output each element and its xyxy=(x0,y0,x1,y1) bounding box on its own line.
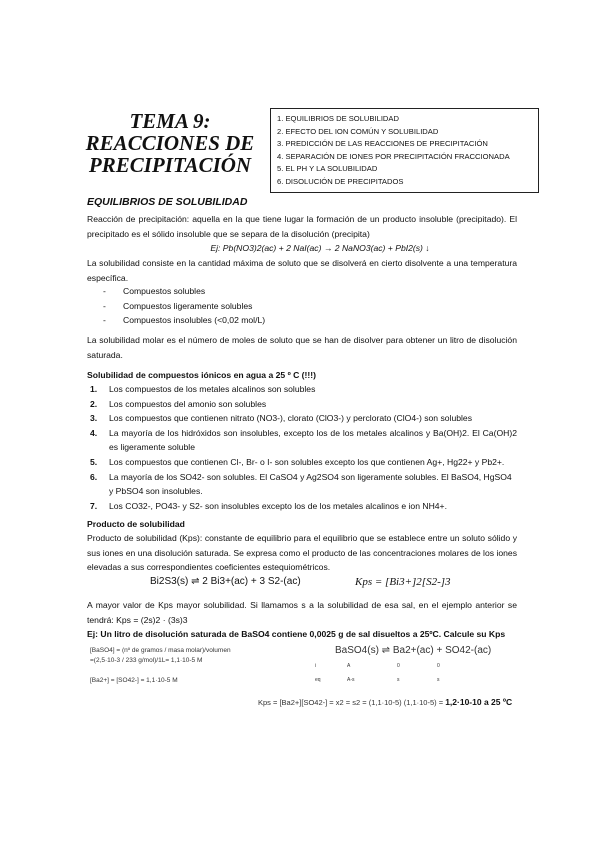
ice-row-label: eq xyxy=(315,677,321,683)
list-text: Los compuestos que contienen Cl-, Br- o I- son solubles excepto los que contienen Ag+, Hg22+ y Pb2+. xyxy=(109,456,505,467)
ksp-expression: Kps = [Bi3+]2[S2-]3 xyxy=(355,576,451,588)
title-line: REACCIONES DE xyxy=(85,131,255,155)
solubility-definition: La solubilidad consiste en la cantidad máxima de soluto que se disolverá en cierto disolvente a una temperatura específica. xyxy=(87,258,517,283)
result-value: 1,2·10-10 a 25 ºC xyxy=(445,697,513,707)
ksp-relation: A mayor valor de Kps mayor solubilidad. Si llamamos s a la solubilidad de esa sal, en el ejemplo anterior se tendrá: Kps = (2s)2 · (3s)3 xyxy=(87,600,517,625)
list-text: Los compuestos del amonio son solubles xyxy=(109,398,267,409)
list-item xyxy=(90,397,517,412)
page-title xyxy=(80,110,260,176)
result-expression: Kps = [Ba2+][SO42-] = x2 = s2 = (1,1·10-5) (1,1·10-5) = xyxy=(258,698,444,707)
table-of-contents xyxy=(270,108,539,193)
list-item: - Compuestos solubles xyxy=(103,284,403,299)
ksp-result xyxy=(258,697,548,707)
ice-cell: A xyxy=(347,663,351,669)
title-line: TEMA 9: xyxy=(129,109,211,133)
toc-item: 4. SEPARACIÓN DE IONES POR PRECIPITACIÓN FRACCIONADA xyxy=(277,151,510,161)
list-item xyxy=(90,455,517,470)
title-line: PRECIPITACIÓN xyxy=(88,153,252,177)
solubility-rules-list xyxy=(90,382,517,513)
list-number: 2. xyxy=(90,398,98,409)
toc-item: 1. EQUILIBRIOS DE SOLUBILIDAD xyxy=(277,114,399,123)
section-heading: EQUILIBRIOS DE SOLUBILIDAD xyxy=(87,196,248,208)
list-text: La mayoría de los SO42- son solubles. El CaSO4 y Ag2SO4 son ligeramente solubles. El BaSO4, HgSO4 y PbSO4 son insolubles. xyxy=(109,471,512,497)
ice-table xyxy=(315,663,515,693)
list-item: - Compuestos insolubles (<0,02 mol/L) xyxy=(103,313,403,328)
list-item xyxy=(90,470,517,499)
list-text: Los compuestos de los metales alcalinos son solubles xyxy=(109,384,316,394)
list-item xyxy=(90,382,517,397)
ksp-definition: Producto de solubilidad (Kps): constante de equilibrio para el equilibrio que se establece entre un soluto sólido y sus iones en una disolución saturada. Se expresa como el producto de las concentraciones molares de los iones elevadas a sus correspondientes coeficientes estequiométricos. xyxy=(87,533,517,573)
list-item xyxy=(90,426,517,455)
list-number: 7. xyxy=(90,500,98,511)
list-number: 1. xyxy=(90,384,98,394)
exercise-statement: Ej: Un litro de disolución saturada de BaSO4 contiene 0,0025 g de sal disueltos a 25ºC. Calcule su Kps xyxy=(87,629,506,639)
list-text: La mayoría de los hidróxidos son insolubles, excepto los de los metales alcalinos y Ba(OH)2. El Ca(OH)2 es ligeramente soluble xyxy=(109,427,517,453)
list-number: 4. xyxy=(90,427,98,438)
calc-line: =(2,5·10-3 / 233 g/mol)/1L= 1,1·10-5 M xyxy=(90,657,203,664)
list-item xyxy=(90,411,517,426)
list-text: Los CO32-, PO43- y S2- son insolubles excepto los de los metales alcalinos e ion NH4+. xyxy=(109,500,447,511)
list-number: 5. xyxy=(90,456,98,467)
ice-cell: s xyxy=(437,677,440,683)
intro-paragraph: Reacción de precipitación: aquella en la que tiene lugar la formación de un producto insoluble (precipitado). El precipitado es el sólido insoluble que se separa de la disolución (precipita) xyxy=(87,214,517,239)
molar-solubility-definition: La solubilidad molar es el número de moles de soluto que se han de disolver para obtener un litro de disolución saturada. xyxy=(87,335,517,360)
toc-item: 6. DISOLUCIÓN DE PRECIPITADOS xyxy=(277,176,404,186)
solubility-types-list xyxy=(103,284,403,328)
ice-cell: 0 xyxy=(437,663,440,669)
calc-line: [Ba2+] = [SO42-] = 1,1·10-5 M xyxy=(90,677,178,684)
list-number: 6. xyxy=(90,471,98,482)
list-item: - Compuestos ligeramente solubles xyxy=(103,299,403,314)
toc-item: 2. EFECTO DEL ION COMÚN Y SOLUBILIDAD xyxy=(277,126,439,136)
ice-row-label: i xyxy=(315,663,317,669)
list-item xyxy=(90,499,517,514)
ice-cell: 0 xyxy=(397,663,400,669)
list-text: Los compuestos que contienen nitrato (NO3-), clorato (ClO3-) y perclorato (ClO4-) son solubles xyxy=(109,413,472,424)
list-number: 3. xyxy=(90,413,98,424)
dissolution-equation: Bi2S3(s) ⇌ 2 Bi3+(ac) + 3 S2-(ac) xyxy=(150,576,301,587)
ice-cell: A-s xyxy=(347,677,355,683)
calc-line: [BaSO4] = (nº de gramos / masa molar)/volumen xyxy=(90,647,231,654)
ksp-heading: Producto de solubilidad xyxy=(87,519,185,529)
toc-item: 3. PREDICCIÓN DE LAS REACCIONES DE PRECIPITACIÓN xyxy=(277,139,488,148)
ice-cell: s xyxy=(397,677,400,683)
example-equation: Ej: Pb(NO3)2(ac) + 2 NaI(ac) → 2 NaNO3(ac) + PbI2(s) ↓ xyxy=(210,243,430,253)
toc-item: 5. EL PH Y LA SOLUBILIDAD xyxy=(277,164,378,173)
rules-heading: Solubilidad de compuestos iónicos en agua a 25 º C (!!!) xyxy=(87,370,316,380)
ice-table-equation: BaSO4(s) ⇌ Ba2+(ac) + SO42-(ac) xyxy=(335,645,492,656)
